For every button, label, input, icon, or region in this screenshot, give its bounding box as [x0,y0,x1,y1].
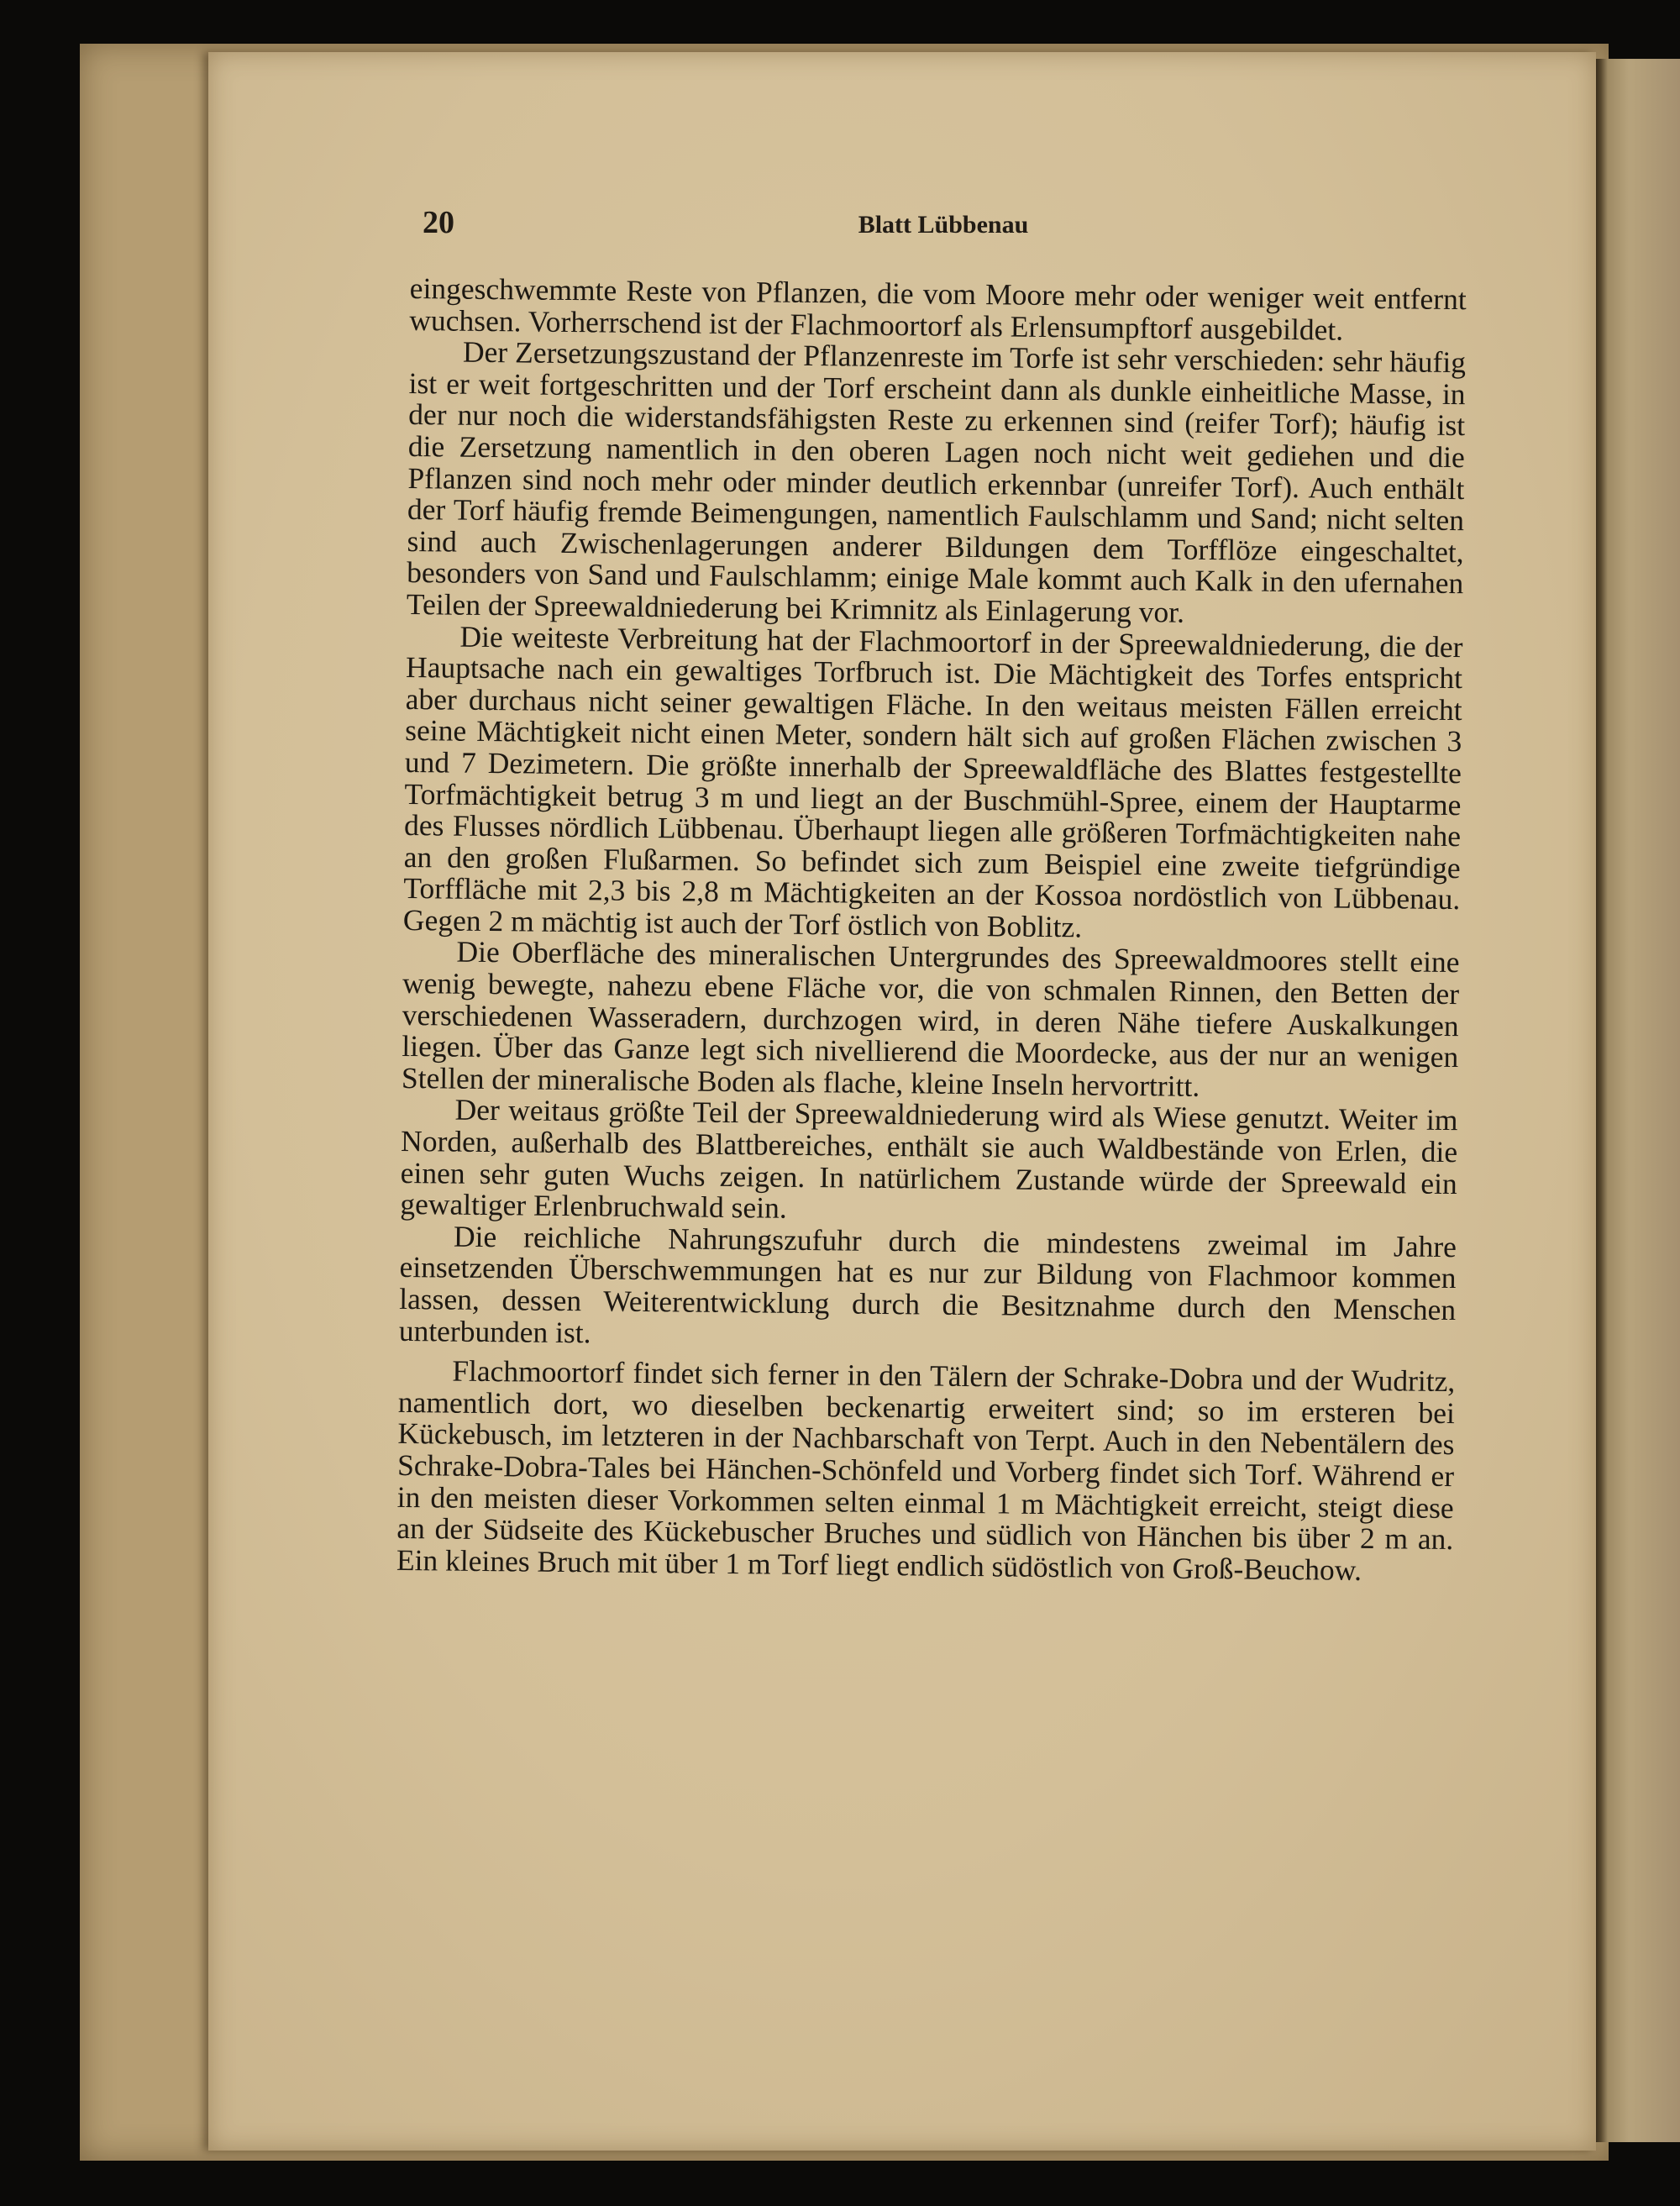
paragraph-3: Die weiteste Verbreitung hat der Flachmoortorf in der Spreewaldniederung, die der Hauptsache nach ein gewaltiges Torfbruch ist. Die Mächtigkeit des Torfes entspricht aber durchaus nicht seiner gewaltigen Fläche. In den weitaus meisten Fällen erreicht seine Mächtigkeit nicht einen Meter, sondern hält sich auf großen Flächen zwischen 3 und 7 Dezimetern. Die größte innerhalb der Spreewaldfläche des Blattes festgestellte Torfmächtigkeit betrug 3 m und liegt an der Buschmühl-Spree, einem der Hauptarme des Flusses nördlich Lübbenau. Überhaupt liegen alle größeren Torfmächtigkeiten nahe an den großen Flußarmen. So befindet sich zum Beispiel eine zweite tiefgründige Torffläche mit 2,3 bis 2,8 m Mächtigkeiten an der Kossoa nordöstlich von Lübbenau. Gegen 2 m mächtig ist auch der Torf östlich von Boblitz. [402,619,1463,944]
facing-page-edge [1596,59,1680,2142]
page-number: 20 [423,205,454,240]
paragraph-6: Die reichliche Nahrungszufuhr durch die mindestens zweimal im Jahre einsetzenden Überschwemmungen hat es nur zur Bildung von Flachmoor kommen lassen, dessen Weiterentwicklung durch die Besitznahme durch den Menschen unterbunden ist. [398,1219,1457,1349]
running-title: Blatt Lübbenau [858,211,1029,239]
page-header [423,204,1464,246]
paragraph-5: Der weitaus größte Teil der Spreewaldniederung wird als Wiese genutzt. Weiter im Norden, außerhalb des Blattbereiches, enthält sie auch Waldbestände von Erlen, die einen sehr guten Wuchs zeigen. In natürlichem Zustande würde der Spreewald ein gewaltiger Erlenbruchwald sein. [400,1093,1458,1225]
paragraph-1: eingeschwemmte Reste von Pflanzen, die vom Moore mehr oder weniger weit entfernt wuchsen. Vorherrschend ist der Flachmoortorf als Erlensumpftorf ausgebildet. [409,271,1467,347]
paragraph-2: Der Zersetzungszustand der Pflanzenreste im Torfe ist sehr verschieden: sehr häufig ist er weit fortgeschritten und der Torf erscheint dann als dunkle einheitliche Masse, in der nur noch die widerstandsfähigsten Reste zu erkennen sind (reifer Torf); häufig ist die Zersetzung namentlich in den oberen Lagen noch nicht weit gediehen und die Pflanzen sind noch mehr oder minder deutlich erkennbar (unreifer Torf). Auch enthält der Torf häufig fremde Beimengungen, namentlich Faulschlamm und Sand; nicht selten sind auch Zwischenlagerungen anderer Bildungen dem Torfflöze eingeschaltet, besonders von Sand und Faulschlamm; einige Male kommt auch Kalk in den ufernahen Teilen der Spreewaldniederung bei Krimnitz als Einlagerung vor. [406,334,1467,629]
paragraph-7: Flachmoortorf findet sich ferner in den Tälern der Schrake-Dobra und der Wudritz, namentlich dort, wo dieselben beckenartig erweitert sind; so im ersteren bei Kückebusch, im letzteren in der Nachbarschaft von Terpt. Auch in den Nebentälern des Schrake-Dobra-Tales bei Hänchen-Schönfeld und Vorberg findet sich Torf. Während er in den meisten dieser Vorkommen selten einmal 1 m Mächtigkeit erreicht, steigt diese an der Südseite des Kückebuscher Bruches und südlich von Hänchen bis über 2 m an. Ein kleines Bruch mit über 1 m Torf liegt endlich südöstlich von Groß-Beuchow. [396,1353,1456,1587]
paragraph-4: Die Oberfläche des mineralischen Untergrundes des Spreewaldmoores stellt eine wenig bewegte, nahezu ebene Fläche vor, die von schmalen Rinnen, den Betten der verschiedenen Wasseradern, durchzogen wird, in deren Nähe tiefere Auskalkungen liegen. Über das Ganze legt sich nivellierend die Moordecke, aus der nur an wenigen Stellen der mineralische Boden als flache, kleine Inseln hervortritt. [401,935,1460,1103]
body-text [396,273,1467,1587]
